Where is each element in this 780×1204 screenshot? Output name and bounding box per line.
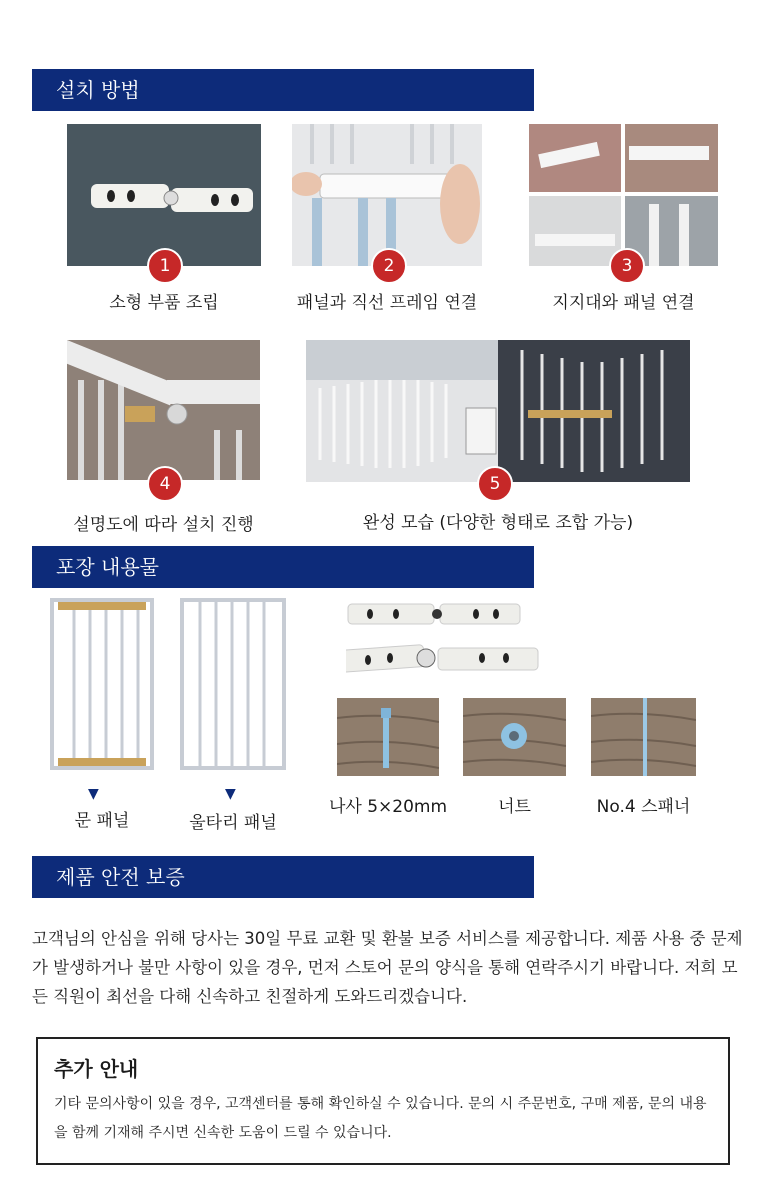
nut-label: 너트 [498,797,531,817]
screw-image [337,698,439,776]
warranty-section-header: 제품 안전 보증 [32,856,534,898]
step-1-photo [67,124,261,266]
notice-title: 추가 안내 [54,1057,139,1081]
warranty-paragraph: 고객님의 안심을 위해 당사는 30일 무료 교환 및 환불 보증 서비스를 제공합니다. 제품 사용 중 문제가 발생하거나 불만 사항이 있을 경우, 먼저 스토어 문의 양식을 통해 연락주시기 바랍니다. 저희 모든 직원이 최선을 다해 신속하고 친절하게 도와드리겠습니다. [32,929,743,1006]
notice-body: 기타 문의사항이 있을 경우, 고객센터를 통해 확인하실 수 있습니다. 문의 시 주문번호, 구매 제품, 문의 내용을 함께 기재해 주시면 신속한 도움이 드릴 수 있습니다. [54,1096,707,1141]
fence-panel-image [180,598,286,770]
fence-panel-arrow: ▼ [225,786,236,802]
step-5-badge: 5 [477,466,513,502]
step-2-photo [292,124,482,266]
step-2-badge: 2 [371,248,407,284]
door-panel-image [50,598,154,770]
step-2-caption: 패널과 직선 프레임 연결 [296,293,478,313]
door-panel-label: 문 패널 [74,811,130,831]
step-4-badge: 4 [147,466,183,502]
step-5-photo [306,340,690,482]
step-4-caption: 설명도에 따라 설치 진행 [73,515,254,535]
door-panel-arrow: ▼ [88,786,99,802]
screw-label: 나사 5×20mm [328,797,448,817]
fence-panel-label: 울타리 패널 [189,813,277,833]
step-1-badge: 1 [147,248,183,284]
step-3-badge: 3 [609,248,645,284]
connector-parts-image [346,600,540,678]
spanner-image [591,698,696,776]
package-section-header: 포장 내용물 [32,546,534,588]
install-section-header: 설치 방법 [32,69,534,111]
step-1-caption: 소형 부품 조립 [109,293,219,313]
step-4-photo [67,340,260,480]
nut-image [463,698,566,776]
step-3-photo [529,124,718,266]
step-3-caption: 지지대와 패널 연결 [552,293,695,313]
step-5-caption: 완성 모습 (다양한 형태로 조합 가능) [362,513,634,533]
additional-notice-box [36,1037,730,1165]
spanner-label: No.4 스패너 [596,797,691,817]
